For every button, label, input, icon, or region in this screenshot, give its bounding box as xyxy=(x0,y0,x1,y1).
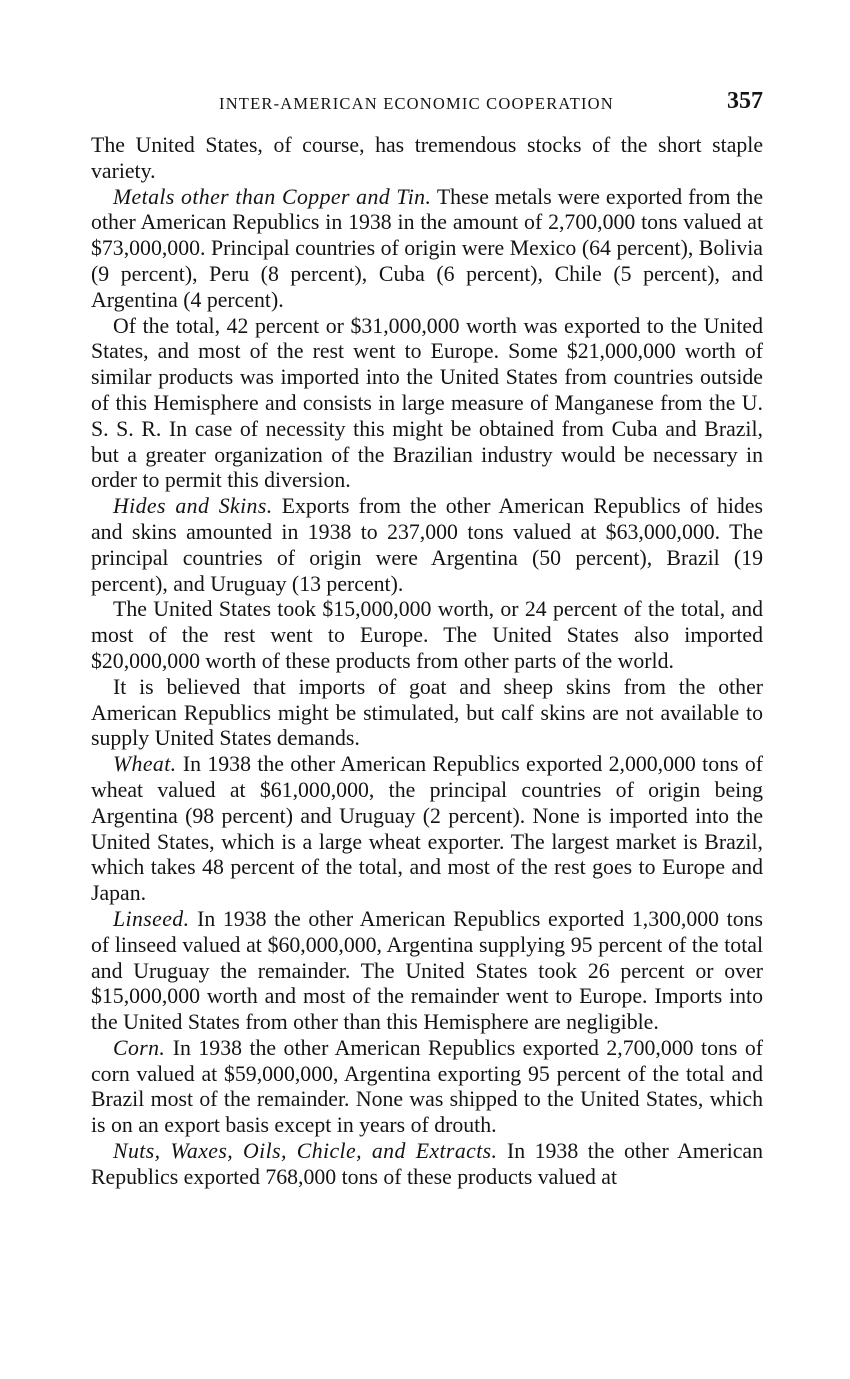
paragraph-text: In 1938 the other American Republics exported 2,000,000 tons of wheat valued at $61,000,000, the principal countries of origin being Argentina (98 percent) and Uruguay (2 percent). None is imported into the United States, which is a large wheat exporter. The largest market is Brazil, which takes 48 percent of the total, and most of the rest goes to Europe and Japan. xyxy=(91,752,763,906)
paragraph xyxy=(91,1036,763,1139)
paragraph-text: The United States, of course, has tremendous stocks of the short staple variety. xyxy=(91,133,763,183)
topic-heading: Wheat. xyxy=(113,752,177,777)
paragraph xyxy=(91,675,763,752)
paragraph-text: In 1938 the other American Republics exported 768,000 tons of these products valued at xyxy=(91,1139,763,1189)
topic-heading: Linseed. xyxy=(113,906,190,931)
paragraph xyxy=(91,597,763,674)
paragraph-text: In 1938 the other American Republics exported 1,300,000 tons of linseed valued at $60,000,000, Argentina supplying 95 percent of the total and Uruguay the remainder. The United States took 26 percent or over $15,000,000 worth and most of the remainder went to Europe. Imports into the United States from other than this Hemisphere are negligible. xyxy=(91,906,763,1035)
topic-heading: Nuts, Waxes, Oils, Chicle, and Extracts. xyxy=(113,1139,498,1164)
paragraph xyxy=(91,494,763,597)
paragraph xyxy=(91,314,763,495)
paragraph xyxy=(91,1139,763,1191)
paragraph-text: Of the total, 42 percent or $31,000,000 worth was exported to the United States, and most of the rest went to Europe. Some $21,000,000 worth of similar products was imported into the United States from countries outside of this Hemisphere and consists in large measure of Manganese from the U. S. S. R. In case of necessity this might be obtained from Cuba and Brazil, but a greater organization of the Brazilian industry would be necessary in order to permit this diversion. xyxy=(91,313,763,493)
paragraph-text: Exports from the other American Republics of hides and skins amounted in 1938 to 237,000 tons valued at $63,000,000. The principal countries of origin were Argentina (50 percent), Brazil (19 percent), and Uruguay (13 percent). xyxy=(91,494,763,596)
topic-heading: Corn. xyxy=(113,1035,166,1060)
paragraph xyxy=(91,907,763,1036)
paragraph xyxy=(91,185,763,314)
page-number: 357 xyxy=(727,88,763,114)
running-title: INTER-AMERICAN ECONOMIC COOPERATION xyxy=(219,94,614,113)
paragraph-text: These metals were exported from the other American Republics in 1938 in the amount of 2,700,000 tons valued at $73,000,000. Principal countries of origin were Mexico (64 percent), Bolivia (9 percent), Peru (8 percent), Cuba (6 percent), Chile (5 percent), and Argentina (4 percent). xyxy=(91,184,763,312)
paragraph xyxy=(91,752,763,907)
running-head xyxy=(91,88,763,120)
body-text xyxy=(91,133,763,1191)
paragraph-text: In 1938 the other American Republics exported 2,700,000 tons of corn valued at $59,000,000, Argentina exporting 95 percent of the total and Brazil most of the remainder. None was shipped to the United States, which is on an export basis except in years of drouth. xyxy=(91,1035,763,1138)
paragraph xyxy=(91,133,763,185)
paragraph-text: The United States took $15,000,000 worth, or 24 percent of the total, and most of the rest went to Europe. The United States also imported $20,000,000 worth of these products from other parts of the world. xyxy=(91,597,763,673)
topic-heading: Hides and Skins. xyxy=(113,494,273,519)
topic-heading: Metals other than Copper and Tin. xyxy=(113,184,432,209)
paragraph-text: It is believed that imports of goat and sheep skins from the other American Republics might be stimulated, but calf skins are not available to supply United States demands. xyxy=(91,674,763,751)
